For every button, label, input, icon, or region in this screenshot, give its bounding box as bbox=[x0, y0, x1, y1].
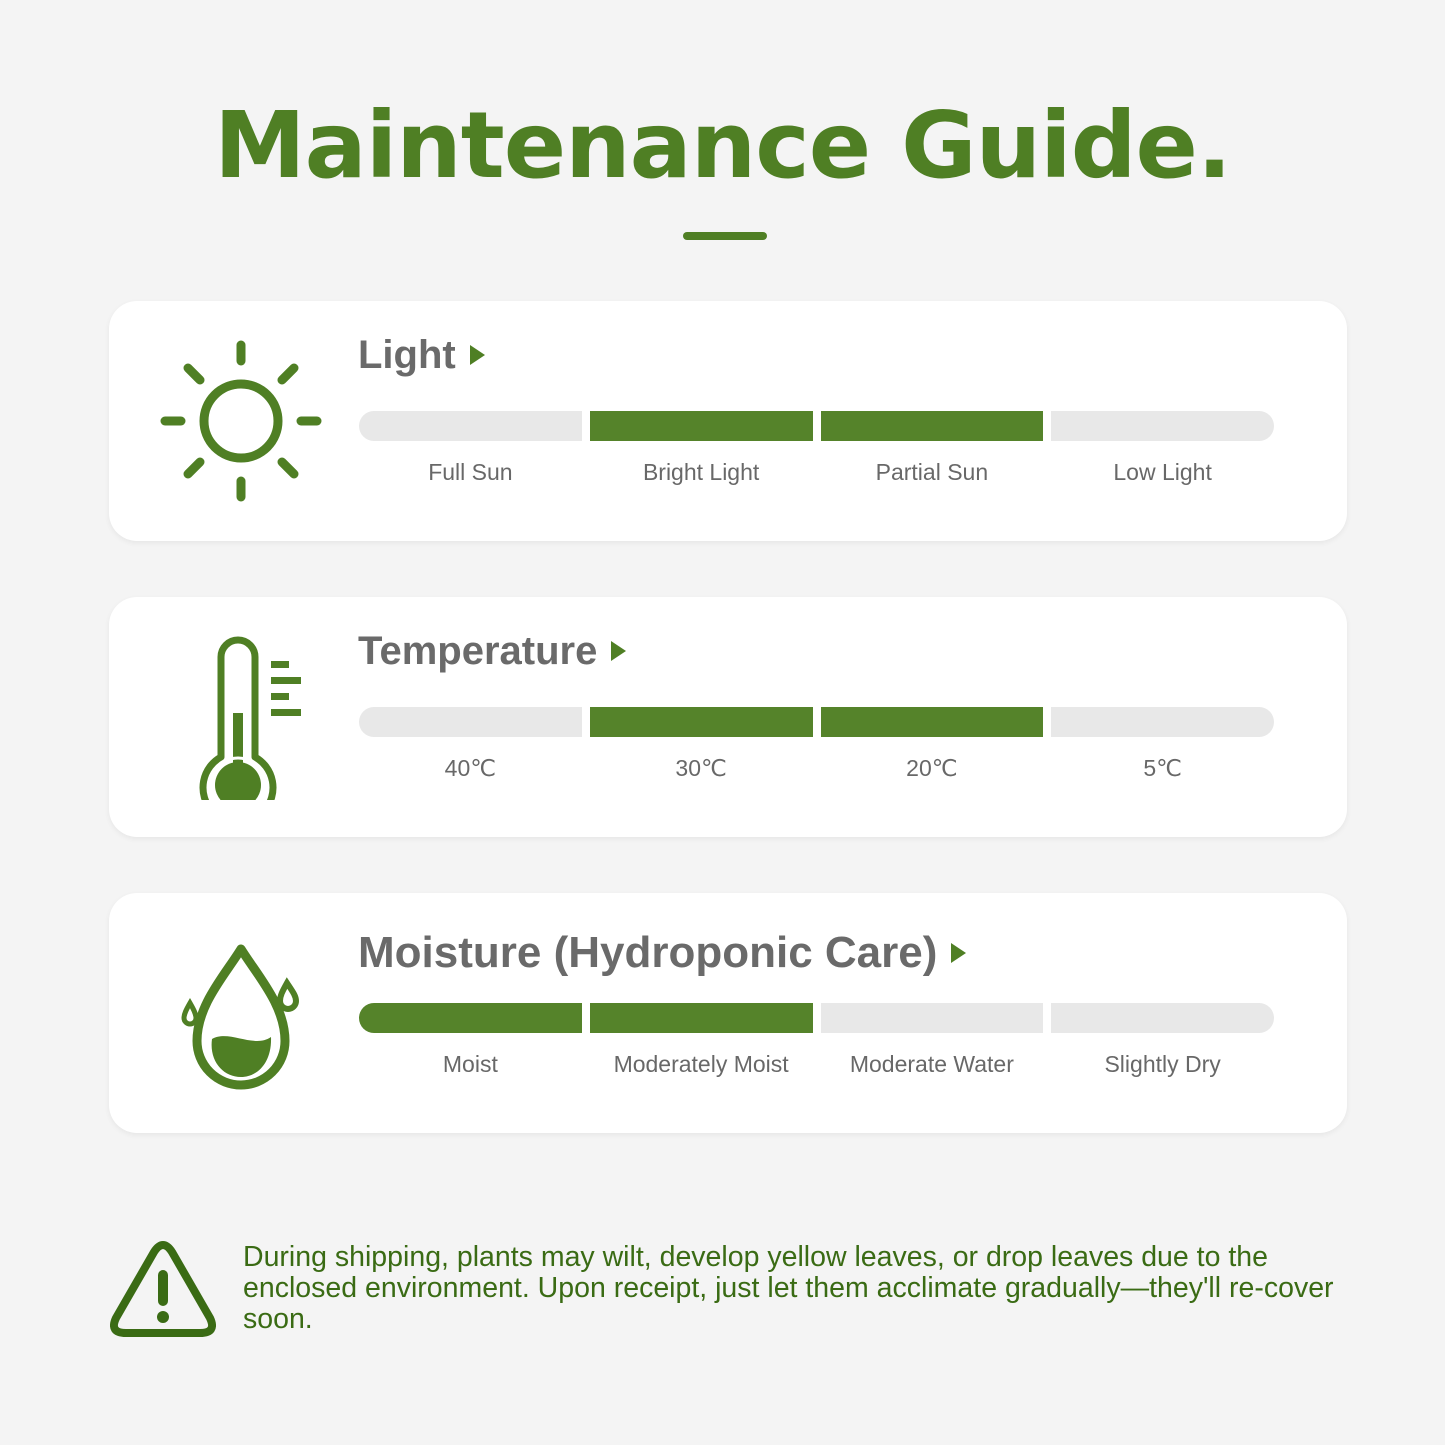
temperature-scale-segment-2 bbox=[590, 707, 813, 737]
light-card bbox=[109, 301, 1347, 541]
light-level-label: Partial Sun bbox=[875, 459, 989, 485]
temperature-card bbox=[109, 597, 1347, 837]
temperature-scale-segment-4 bbox=[1051, 707, 1274, 737]
moisture-level-label: Moist bbox=[442, 1051, 498, 1077]
thermometer-icon bbox=[159, 635, 324, 800]
warning-icon bbox=[110, 1240, 216, 1340]
temperature-level-label: 40℃ bbox=[444, 755, 497, 781]
light-scale-segment-4 bbox=[1051, 411, 1274, 441]
temperature-scale-segment-1 bbox=[359, 707, 582, 737]
temperature-heading bbox=[358, 631, 626, 671]
light-scale-segment-1 bbox=[359, 411, 582, 441]
temperature-heading-label: Temperature bbox=[358, 629, 598, 673]
water-drop-icon bbox=[159, 931, 324, 1096]
moisture-level-label: Moderate Water bbox=[849, 1051, 1014, 1077]
temperature-scale bbox=[359, 707, 1274, 737]
light-level-label: Full Sun bbox=[428, 459, 513, 485]
temperature-level-label: 5℃ bbox=[1143, 755, 1182, 781]
moisture-level-label: Slightly Dry bbox=[1104, 1051, 1221, 1077]
temperature-scale-segment-3 bbox=[821, 707, 1044, 737]
light-heading-label: Light bbox=[358, 333, 456, 377]
page-title: Maintenance Guide. bbox=[214, 92, 1231, 199]
temperature-scale-labels bbox=[359, 757, 1274, 780]
title-underline bbox=[683, 232, 767, 240]
moisture-scale-segment-2 bbox=[590, 1003, 813, 1033]
temperature-level-label: 30℃ bbox=[675, 755, 727, 781]
light-heading bbox=[358, 335, 485, 375]
arrow-right-icon bbox=[611, 641, 626, 661]
light-scale-segment-3 bbox=[821, 411, 1044, 441]
temperature-level-label: 20℃ bbox=[906, 755, 958, 781]
moisture-level-label: Moderately Moist bbox=[613, 1051, 789, 1077]
light-scale bbox=[359, 411, 1274, 441]
moisture-card bbox=[109, 893, 1347, 1133]
arrow-right-icon bbox=[951, 943, 966, 963]
light-scale-labels bbox=[359, 461, 1274, 484]
arrow-right-icon bbox=[470, 345, 485, 365]
sun-icon bbox=[159, 339, 324, 504]
notice-text: During shipping, plants may wilt, develop yellow leaves, or drop leaves due to the enclosed environment. Upon receipt, just let them acclimate gradually—they'll re-cover soon. bbox=[243, 1241, 1334, 1335]
moisture-scale bbox=[359, 1003, 1274, 1033]
moisture-scale-segment-1 bbox=[359, 1003, 582, 1033]
moisture-scale-labels bbox=[359, 1053, 1274, 1076]
moisture-scale-segment-3 bbox=[821, 1003, 1044, 1033]
light-scale-segment-2 bbox=[590, 411, 813, 441]
moisture-heading-label: Moisture (Hydroponic Care) bbox=[358, 928, 938, 977]
moisture-scale-segment-4 bbox=[1051, 1003, 1274, 1033]
shipping-notice bbox=[110, 1240, 1360, 1350]
light-level-label: Low Light bbox=[1113, 459, 1212, 485]
light-level-label: Bright Light bbox=[642, 459, 760, 485]
moisture-heading bbox=[358, 928, 966, 977]
